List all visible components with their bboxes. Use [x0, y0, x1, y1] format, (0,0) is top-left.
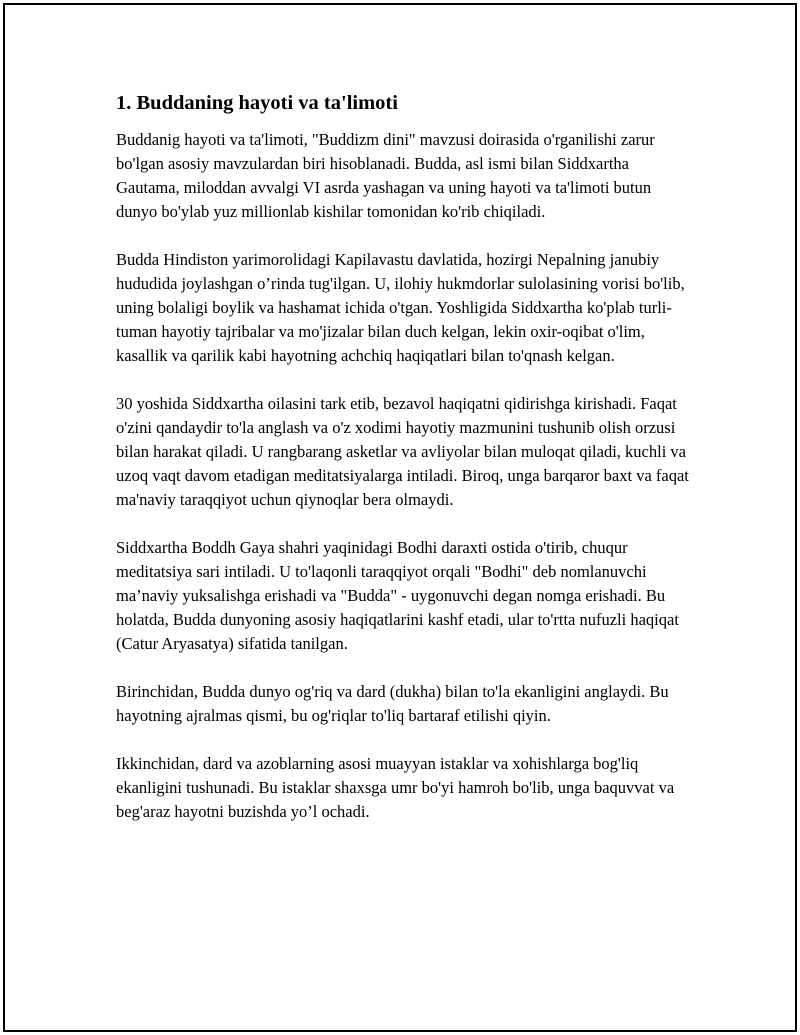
section-heading: 1. Buddaning hayoti va ta'limoti: [116, 92, 398, 114]
paragraph-first-truth: Birinchidan, Budda dunyo og'riq va dard (dukha) bilan to'la ekanligini anglaydi. Bu hayotning ajralmas qismi, bu og'riqlar to'liq bartaraf etilishi qiyin.: [116, 681, 669, 725]
paragraph-search: 30 yoshida Siddxartha oilasini tark etib, bezavol haqiqatni qidirishga kirishadi. Faqat o'zini qandaydir to'la anglash va o'z xodimi hayotiy mazmunini tushunib olish orzusi bilan harakat qiladi. U rangbarang asketlar va avliyolar bilan muloqat qiladi, kuchli va uzoq vaqt davom etadigan meditatsiyalarga intiladi. Biroq, unga barqaror baxt va faqat ma'naviy taraqqiyot uchun qiynoqlar bera olmaydi.: [116, 393, 689, 509]
paragraph-second-truth: Ikkinchidan, dard va azoblarning asosi muayyan istaklar va xohishlarga bog'liq ekanligini tushunadi. Bu istaklar shaxsga umr bo'yi hamroh bo'lib, unga baquvvat va beg'araz hayotni buzishda yo’l ochadi.: [116, 753, 675, 821]
document-body: [116, 90, 691, 848]
paragraph-intro: Buddanig hayoti va ta'limoti, "Buddizm dini" mavzusi doirasida o'rganilishi zarur bo'lgan asosiy mavzulardan biri hisoblanadi. Budda, asl ismi bilan Siddxartha Gautama, miloddan avvalgi VI asrda yashagan va uning hayoti va ta'limoti butun dunyo bo'ylab yuz millionlab kishilar tomonidan ko'rib chiqiladi.: [116, 129, 655, 221]
paragraph-enlightenment: Siddxartha Boddh Gaya shahri yaqinidagi Bodhi daraxti ostida o'tirib, chuqur meditatsiya sari intiladi. U to'laqonli taraqqiyot orqali "Bodhi" deb nomlanuvchi ma’naviy yuksalishga erishadi va "Budda" - uygonuvchi degan nomga erishadi. Bu holatda, Budda dunyoning asosiy haqiqatlarini kashf etadi, ular to'rtta nufuzli haqiqat (Catur Aryasatya) sifatida tanilgan.: [116, 537, 679, 653]
paragraph-birth: Budda Hindiston yarimorolidagi Kapilavastu davlatida, hozirgi Nepalning janubiy hududida joylashgan o’rinda tug'ilgan. U, ilohiy hukmdorlar sulolasining vorisi bo'lib, uning bolaligi boylik va hashamat ichida o'tgan. Yoshligida Siddxartha ko'plab turli-tuman hayotiy tajribalar va mo'jizalar bilan duch kelgan, lekin oxir-oqibat o'lim, kasallik va qarilik kabi hayotning achchiq haqiqatlari bilan to'qnash kelgan.: [116, 249, 685, 365]
